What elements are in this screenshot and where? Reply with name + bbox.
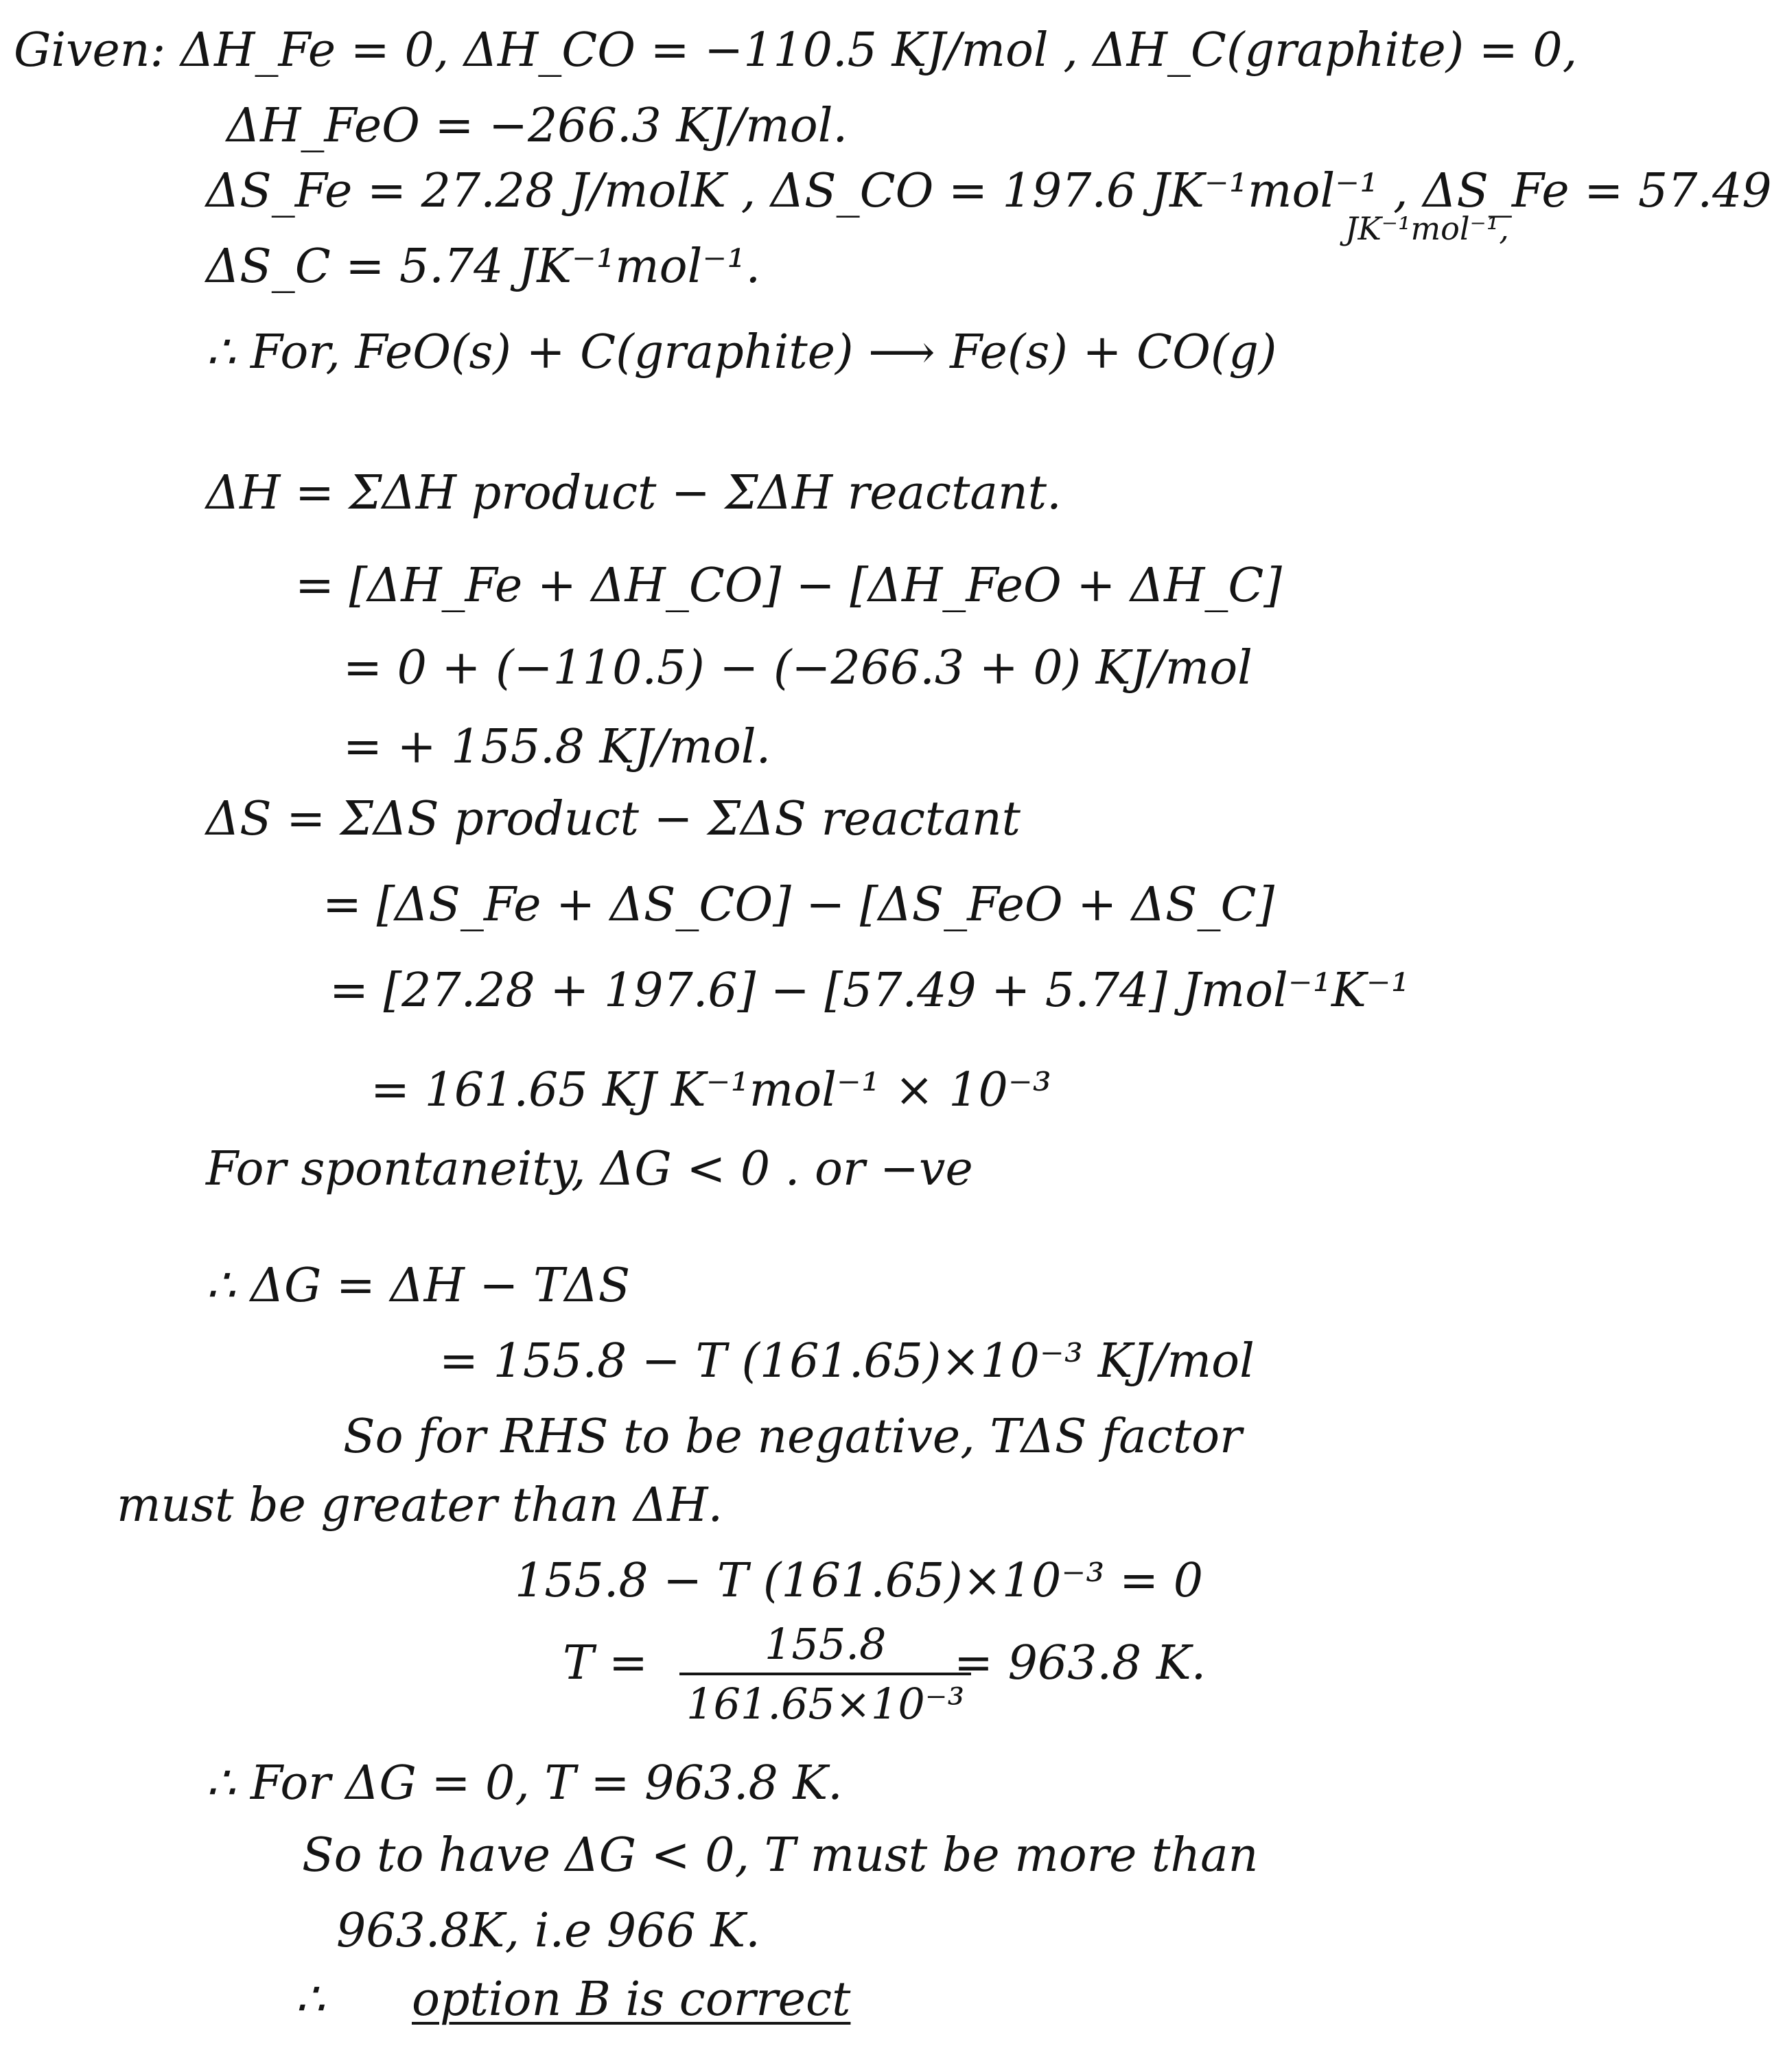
enthalpy-line-1: ΔH = ΣΔH product − ΣΔH reactant. bbox=[206, 466, 1062, 520]
enthalpy-line-4: = + 155.8 KJ/mol. bbox=[343, 720, 771, 774]
conclusion-line-3: 963.8K, i.e 966 K. bbox=[336, 1904, 760, 1958]
spontaneity-line-4: So for RHS to be negative, TΔS factor bbox=[343, 1410, 1242, 1464]
spontaneity-line-1: For spontaneity, ΔG < 0 . or −ve bbox=[206, 1142, 973, 1196]
entropy-line-1: ΔS = ΣΔS product − ΣΔS reactant bbox=[206, 792, 1021, 846]
enthalpy-line-2: = [ΔH_Fe + ΔH_CO] − [ΔH_FeO + ΔH_C] bbox=[295, 559, 1282, 613]
solve-numerator: 155.8 bbox=[764, 1619, 887, 1669]
conclusion-line-1: ∴ For ΔG = 0, T = 963.8 K. bbox=[206, 1756, 843, 1811]
spontaneity-line-3: = 155.8 − T (161.65)×10⁻³ KJ/mol bbox=[439, 1334, 1255, 1388]
fraction-bar bbox=[679, 1673, 971, 1675]
enthalpy-line-3: = 0 + (−110.5) − (−266.3 + 0) KJ/mol bbox=[343, 641, 1252, 695]
solve-lhs: T = bbox=[563, 1636, 648, 1690]
conclusion-line-2: So to have ΔG < 0, T must be more than bbox=[302, 1828, 1259, 1883]
entropy-line-3: = [27.28 + 197.6] − [57.49 + 5.74] Jmol⁻¹K⁻¹ bbox=[329, 964, 1410, 1018]
reaction-equation: ∴ For, FeO(s) + C(graphite) ⟶ Fe(s) + CO(g) bbox=[206, 325, 1277, 380]
final-answer: option B is correct bbox=[412, 1972, 851, 2027]
solve-denominator: 161.65×10⁻³ bbox=[686, 1679, 965, 1730]
given-line-4: ΔS_C = 5.74 JK⁻¹mol⁻¹. bbox=[206, 240, 761, 294]
entropy-line-4: = 161.65 KJ K⁻¹mol⁻¹ × 10⁻³ bbox=[371, 1063, 1051, 1117]
given-line-1: Given: ΔH_Fe = 0, ΔH_CO = −110.5 KJ/mol , ΔH_C(graphite) = 0, bbox=[14, 23, 1578, 78]
spontaneity-line-6: 155.8 − T (161.65)×10⁻³ = 0 bbox=[515, 1554, 1203, 1608]
conclusion-therefore: ∴ bbox=[295, 1972, 325, 2027]
given-line-3: ΔS_Fe = 27.28 J/molK , ΔS_CO = 197.6 JK⁻¹mol⁻¹ , ΔS_Fe = 57.49 bbox=[206, 164, 1772, 218]
given-line-3-unit: JK⁻¹mol⁻¹, bbox=[1345, 210, 1509, 247]
solve-fraction bbox=[679, 1620, 971, 1729]
spontaneity-line-2: ∴ ΔG = ΔH − TΔS bbox=[206, 1259, 631, 1313]
solve-result: = 963.8 K. bbox=[954, 1636, 1206, 1690]
spontaneity-line-5: must be greater than ΔH. bbox=[117, 1478, 723, 1533]
entropy-line-2: = [ΔS_Fe + ΔS_CO] − [ΔS_FeO + ΔS_C] bbox=[323, 878, 1275, 932]
given-line-2: ΔH_FeO = −266.3 KJ/mol. bbox=[226, 99, 848, 153]
